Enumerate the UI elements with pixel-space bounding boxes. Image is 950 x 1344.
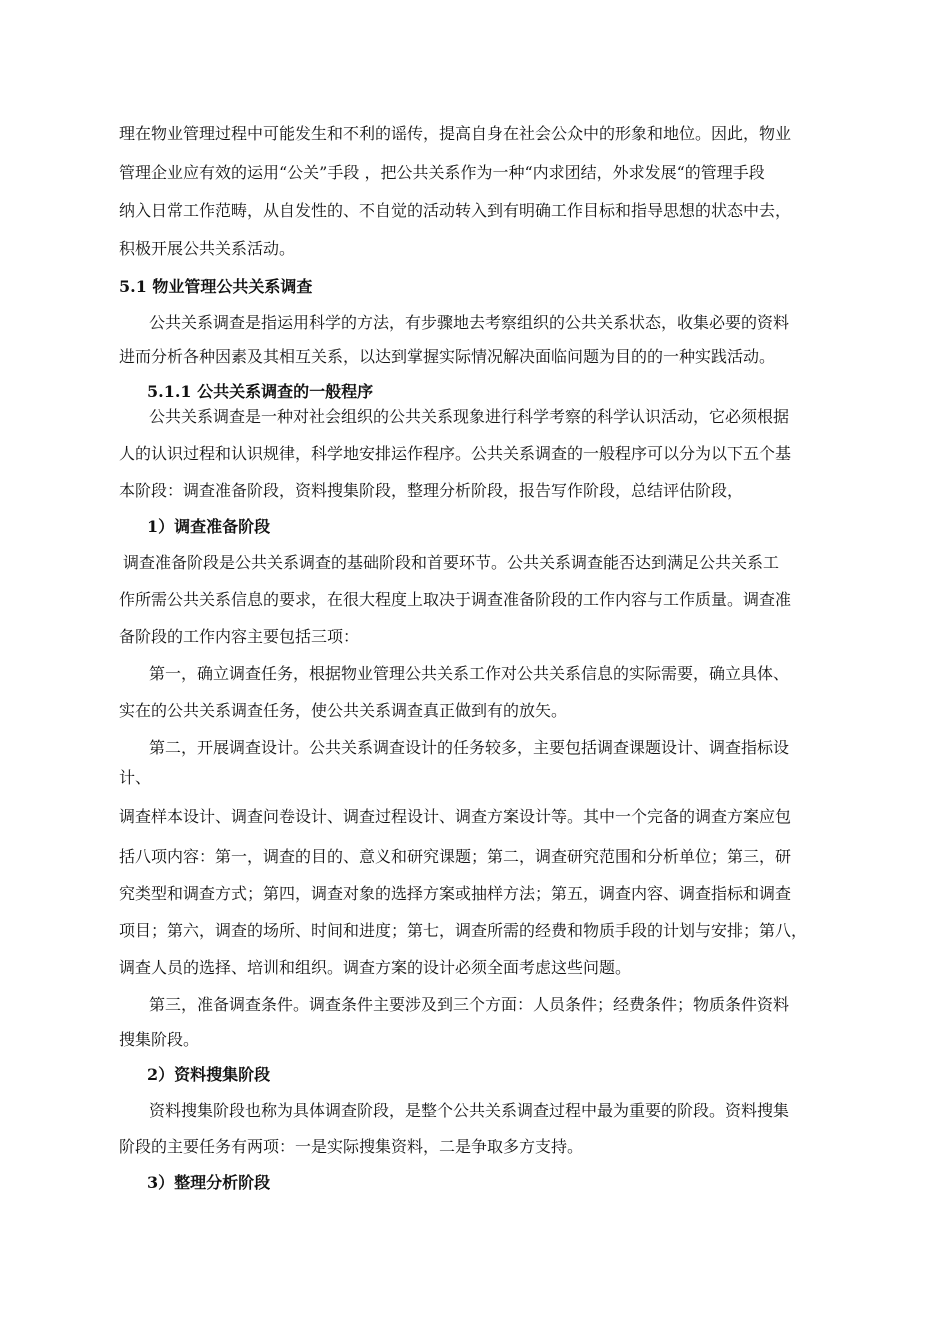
para-5-1-1-line-3: 本阶段：调查准备阶段，资料搜集阶段，整理分析阶段，报告写作阶段，总结评估阶段，: [119, 481, 744, 500]
item-second-line-3: 调查样本设计、调查问卷设计、调查过程设计、调查方案设计等。其中一个完备的调查方案应包: [119, 807, 792, 826]
step3-heading: 3）整理分析阶段: [147, 1173, 271, 1192]
item-second-line-6: 项目；第六，调查的场所、时间和进度；第七，调查所需的经费和物质手段的计划与安排；第八，: [119, 921, 808, 940]
intro-line-2: 管理企业应有效的运用“公关”手段 ，把公共关系作为一种“内求团结，外求发展“的管理手段: [119, 163, 765, 182]
item-third-line-1: 第三，准备调查条件。调查条件主要涉及到三个方面：人员条件；经费条件；物质条件资料: [149, 995, 790, 1014]
step2-line-2: 阶段的主要任务有两项：一是实际搜集资料，二是争取多方支持。: [119, 1137, 584, 1156]
item-second-line-4: 括八项内容：第一，调查的目的、意义和研究课题；第二，调查研究范围和分析单位；第三，研: [119, 847, 792, 866]
item-first-line-1: 第一，确立调查任务，根据物业管理公共关系工作对公共关系信息的实际需要，确立具体、: [149, 664, 790, 683]
step2-line-1: 资料搜集阶段也称为具体调查阶段，是整个公共关系调查过程中最为重要的阶段。资料搜集: [149, 1101, 790, 1120]
intro-line-3: 纳入日常工作范畴，从自发性的、不自觉的活动转入到有明确工作目标和指导思想的状态中去，: [119, 201, 792, 220]
step2-heading: 2）资料搜集阶段: [147, 1065, 271, 1084]
item-first-line-2: 实在的公共关系调查任务，使公共关系调查真正做到有的放矢。: [119, 701, 568, 720]
para-5-1-1-line-2: 人的认识过程和认识规律，科学地安排运作程序。公共关系调查的一般程序可以分为以下五个基: [119, 444, 792, 463]
step1-line-2: 作所需公共关系信息的要求，在很大程度上取决于调查准备阶段的工作内容与工作质量。调查准: [119, 590, 792, 609]
intro-line-1: 理在物业管理过程中可能发生和不利的谣传，提高自身在社会公众中的形象和地位。因此，物业: [119, 124, 792, 143]
section-5-1-1-heading: 5.1.1 公共关系调查的一般程序: [147, 382, 374, 401]
item-second-line-2: 计、: [119, 768, 152, 787]
step1-heading: 1）调查准备阶段: [147, 517, 271, 536]
para-5-1-line-1: 公共关系调查是指运用科学的方法，有步骤地去考察组织的公共关系状态，收集必要的资料: [149, 313, 790, 332]
step1-line-1: 调查准备阶段是公共关系调查的基础阶段和首要环节。公共关系调查能否达到满足公共关系工: [123, 553, 780, 572]
intro-line-4: 积极开展公共关系活动。: [119, 239, 296, 258]
item-second-line-1: 第二，开展调查设计。公共关系调查设计的任务较多，主要包括调查课题设计、调查指标设: [149, 738, 790, 757]
step1-line-3: 备阶段的工作内容主要包括三项：: [119, 627, 360, 646]
para-5-1-line-2: 进而分析各种因素及其相互关系，以达到掌握实际情况解决面临问题为目的的一种实践活动。: [119, 347, 776, 366]
section-5-1-heading: 5.1 物业管理公共关系调查: [119, 277, 313, 296]
para-5-1-1-line-1: 公共关系调查是一种对社会组织的公共关系现象进行科学考察的科学认识活动，它必须根据: [149, 407, 790, 426]
item-second-line-7: 调查人员的选择、培训和组织。调查方案的设计必须全面考虑这些问题。: [119, 958, 632, 977]
item-third-line-2: 搜集阶段。: [119, 1030, 200, 1049]
item-second-line-5: 究类型和调查方式；第四，调查对象的选择方案或抽样方法；第五，调查内容、调查指标和调查: [119, 884, 792, 903]
